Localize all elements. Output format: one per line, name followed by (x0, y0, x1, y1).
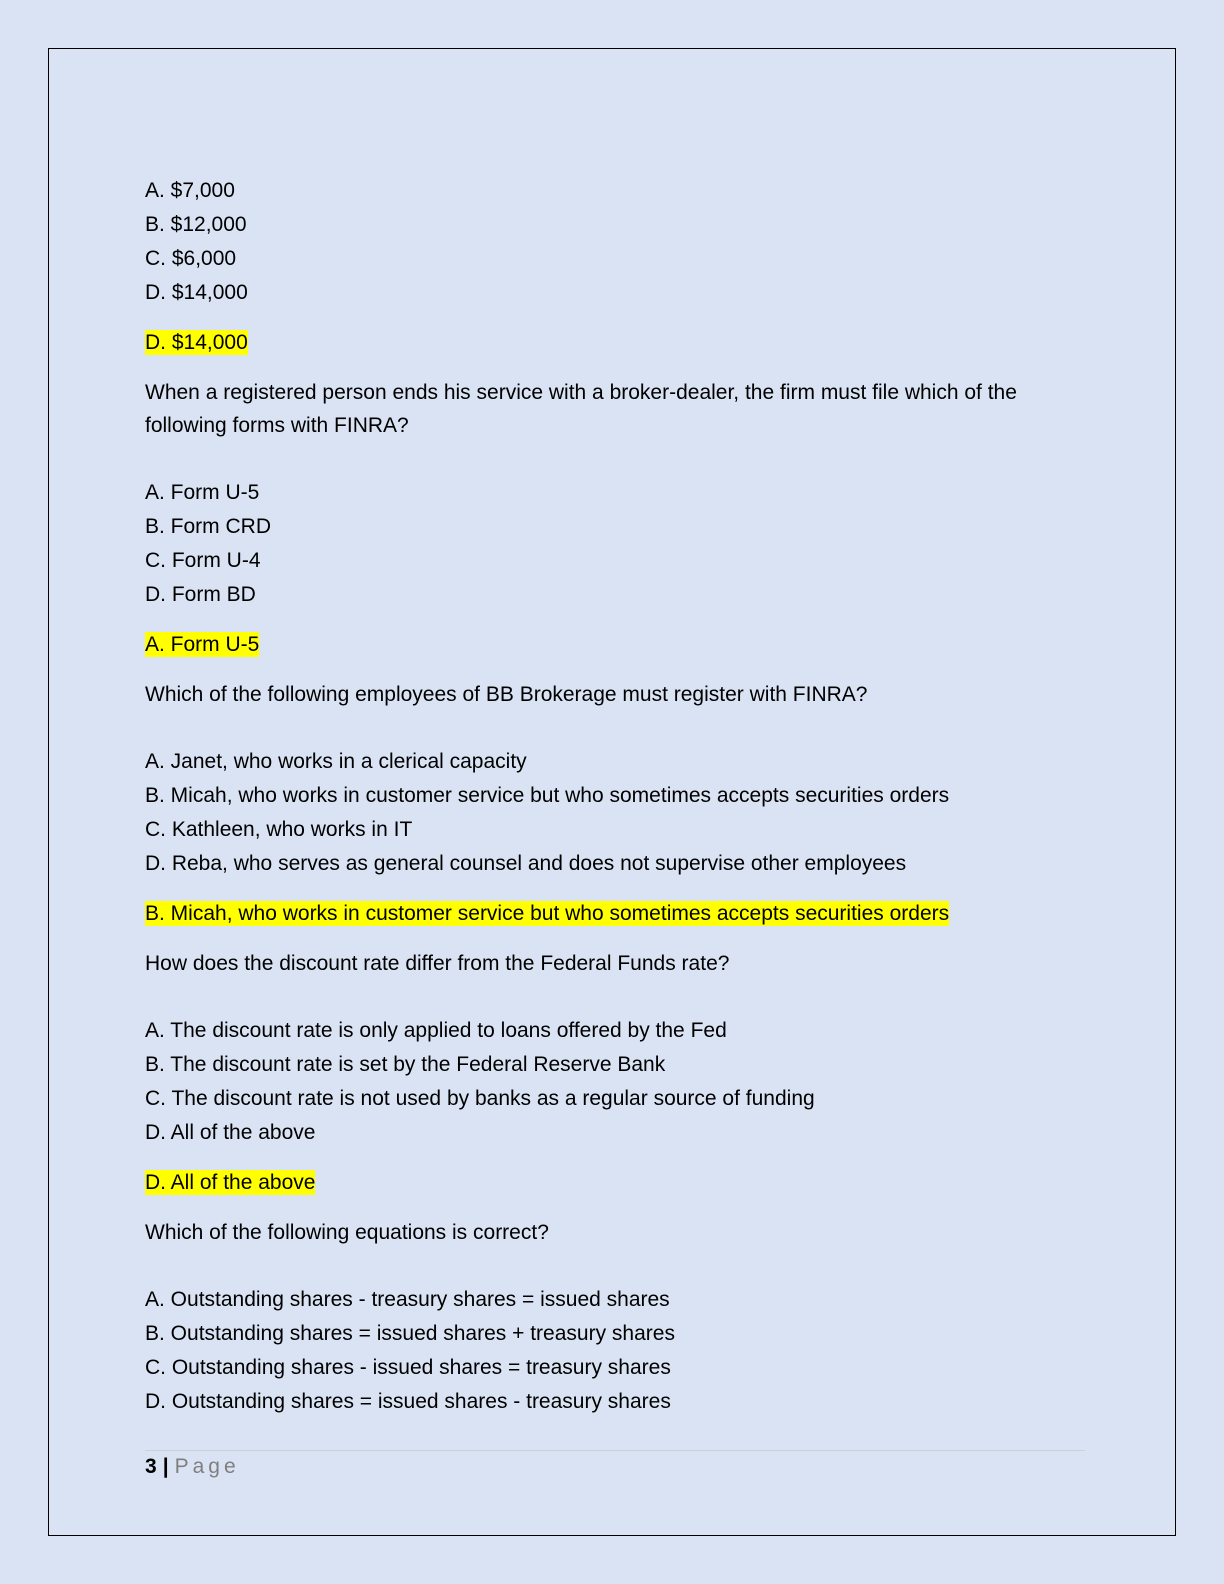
question-text: When a registered person ends his service with a broker-dealer, the firm must file which of the following forms with FINRA? (145, 381, 1017, 437)
option-a: A. Outstanding shares - treasury shares = issued shares (145, 1288, 670, 1311)
option-a: A. $7,000 (145, 179, 235, 202)
question-block (145, 678, 1085, 931)
option-a: A. Janet, who works in a clerical capacity (145, 750, 527, 773)
option-b: B. Outstanding shares = issued shares + treasury shares (145, 1322, 675, 1345)
option-d: D. All of the above (145, 1121, 316, 1144)
option-c: C. Outstanding shares - issued shares = treasury shares (145, 1356, 671, 1379)
answer-text: D. $14,000 (145, 331, 248, 354)
page-label: Page (174, 1455, 240, 1478)
footer-separator: | (162, 1455, 169, 1478)
question-block (145, 376, 1085, 662)
option-c: C. The discount rate is not used by banks as a regular source of funding (145, 1087, 815, 1110)
page-footer (145, 1452, 240, 1482)
option-d: D. Reba, who serves as general counsel and does not supervise other employees (145, 852, 907, 875)
highlighted-answer (145, 628, 1085, 662)
option-a: A. Form U-5 (145, 481, 260, 504)
option-c: C. Form U-4 (145, 549, 261, 572)
question-text: Which of the following employees of BB Brokerage must register with FINRA? (145, 683, 868, 706)
option-c: C. Kathleen, who works in IT (145, 818, 413, 841)
question-block (145, 947, 1085, 1200)
option-b: B. $12,000 (145, 213, 247, 236)
question-text: How does the discount rate differ from the Federal Funds rate? (145, 952, 730, 975)
option-d: D. Form BD (145, 583, 256, 606)
option-b: B. The discount rate is set by the Federal Reserve Bank (145, 1053, 666, 1076)
answer-text: D. All of the above (145, 1171, 316, 1194)
question-block (145, 174, 1085, 360)
highlighted-answer (145, 1166, 1085, 1200)
question-block (145, 1216, 1085, 1419)
page-number: 3 (145, 1455, 157, 1478)
option-b: B. Form CRD (145, 515, 271, 538)
highlighted-answer (145, 326, 1085, 360)
footer-divider (145, 1450, 1085, 1451)
option-d: D. $14,000 (145, 281, 248, 304)
answer-text: B. Micah, who works in customer service but who sometimes accepts securities orders (145, 902, 950, 925)
option-d: D. Outstanding shares = issued shares - treasury shares (145, 1390, 671, 1413)
highlighted-answer (145, 897, 1085, 931)
option-c: C. $6,000 (145, 247, 237, 270)
option-a: A. The discount rate is only applied to loans offered by the Fed (145, 1019, 727, 1042)
option-b: B. Micah, who works in customer service but who sometimes accepts securities orders (145, 784, 950, 807)
answer-text: A. Form U-5 (145, 633, 260, 656)
question-text: Which of the following equations is correct? (145, 1221, 549, 1244)
document-body (145, 174, 1085, 1419)
